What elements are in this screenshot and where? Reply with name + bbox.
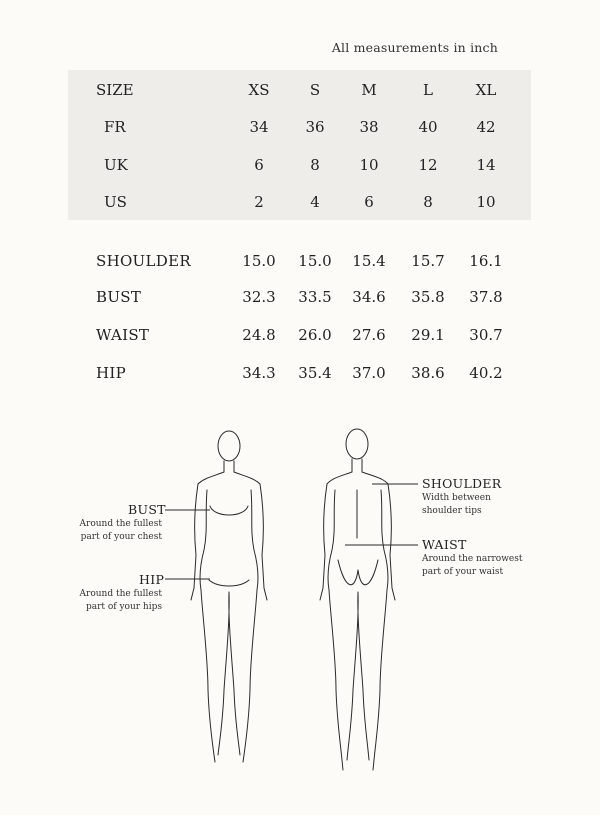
table-cell: 37.8 <box>469 288 503 306</box>
table-cell: 37.0 <box>352 364 386 382</box>
table-row <box>68 252 531 272</box>
table-cell: 34 <box>249 118 269 136</box>
units-note: All measurements in inch <box>331 40 498 55</box>
table-cell: 8 <box>423 193 433 211</box>
table-cell: 26.0 <box>298 326 332 344</box>
back-figure <box>320 429 395 770</box>
front-arms <box>191 484 267 600</box>
table-cell: 24.8 <box>242 326 276 344</box>
table-cell: 34.6 <box>352 288 386 306</box>
shoulder-desc-line: Width between <box>422 493 491 503</box>
bust-desc-line: Around the fullest <box>79 519 162 529</box>
waist-desc-line: part of your waist <box>422 567 504 577</box>
hip-description <box>78 588 162 614</box>
front-figure <box>191 431 267 762</box>
hip-label: HIP <box>139 572 165 587</box>
size-conversion-table <box>68 70 531 220</box>
table-cell: 40.2 <box>469 364 503 382</box>
table-cell: 38 <box>359 118 379 136</box>
table-cell: 35.8 <box>411 288 445 306</box>
measurement-guide <box>0 420 600 815</box>
table-cell: 16.1 <box>469 252 503 270</box>
waist-desc-line: Around the narrowest <box>422 554 523 564</box>
table-cell: 42 <box>476 118 496 136</box>
table-row <box>68 364 531 384</box>
back-inner-legs <box>347 592 369 760</box>
table-row <box>68 193 531 213</box>
table-cell: 10 <box>476 193 496 211</box>
table-cell: 2 <box>254 193 264 211</box>
size-header-cell: XL <box>475 81 497 99</box>
table-cell: 10 <box>359 156 379 174</box>
bust-description <box>78 518 162 544</box>
size-header-row <box>68 81 531 101</box>
hip-desc-line: Around the fullest <box>79 589 162 599</box>
back-torso <box>328 490 388 590</box>
table-cell: 36 <box>305 118 325 136</box>
front-hip-curve <box>209 580 249 586</box>
back-seat-curve <box>338 560 378 585</box>
bust-label: BUST <box>128 502 166 517</box>
table-cell: 15.0 <box>242 252 276 270</box>
front-torso <box>200 490 258 590</box>
table-cell: 15.4 <box>352 252 386 270</box>
row-label: US <box>104 193 127 211</box>
row-label: FR <box>104 118 126 136</box>
size-header-cell: XS <box>248 81 270 99</box>
table-cell: 32.3 <box>242 288 276 306</box>
table-cell: 38.6 <box>411 364 445 382</box>
measurement-label: HIP <box>96 364 126 382</box>
table-cell: 15.0 <box>298 252 332 270</box>
front-shoulders <box>198 472 260 484</box>
table-cell: 27.6 <box>352 326 386 344</box>
table-cell: 29.1 <box>411 326 445 344</box>
bust-desc-line: part of your chest <box>80 532 162 542</box>
size-header-label: SIZE <box>96 81 134 99</box>
figure-illustrations <box>0 420 600 815</box>
measurement-label: SHOULDER <box>96 252 191 270</box>
table-cell: 6 <box>254 156 264 174</box>
table-cell: 15.7 <box>411 252 445 270</box>
table-cell: 40 <box>418 118 438 136</box>
shoulder-description <box>422 492 542 518</box>
front-head <box>218 431 240 461</box>
back-shoulders <box>327 472 388 484</box>
size-header-cell: M <box>361 81 377 99</box>
table-cell: 12 <box>418 156 438 174</box>
table-cell: 30.7 <box>469 326 503 344</box>
front-inner-legs <box>218 592 240 755</box>
measurement-label: BUST <box>96 288 142 306</box>
table-cell: 34.3 <box>242 364 276 382</box>
shoulder-desc-line: shoulder tips <box>422 506 482 516</box>
table-row <box>68 118 531 138</box>
table-row <box>68 288 531 308</box>
hip-desc-line: part of your hips <box>85 602 162 612</box>
table-cell: 4 <box>310 193 320 211</box>
waist-description <box>422 553 552 579</box>
front-bust-line <box>210 506 248 515</box>
table-cell: 33.5 <box>298 288 332 306</box>
back-head <box>346 429 368 459</box>
measurement-label: WAIST <box>96 326 150 344</box>
back-neck <box>352 459 362 472</box>
measurements-table <box>68 248 531 398</box>
table-row <box>68 156 531 176</box>
table-cell: 14 <box>476 156 496 174</box>
waist-label: WAIST <box>422 537 467 552</box>
table-cell: 35.4 <box>298 364 332 382</box>
table-cell: 6 <box>364 193 374 211</box>
size-header-cell: S <box>309 81 321 99</box>
table-row <box>68 326 531 346</box>
row-label: UK <box>104 156 128 174</box>
shoulder-label: SHOULDER <box>422 476 502 491</box>
table-cell: 8 <box>310 156 320 174</box>
front-neck <box>224 461 234 472</box>
size-header-cell: L <box>423 81 433 99</box>
